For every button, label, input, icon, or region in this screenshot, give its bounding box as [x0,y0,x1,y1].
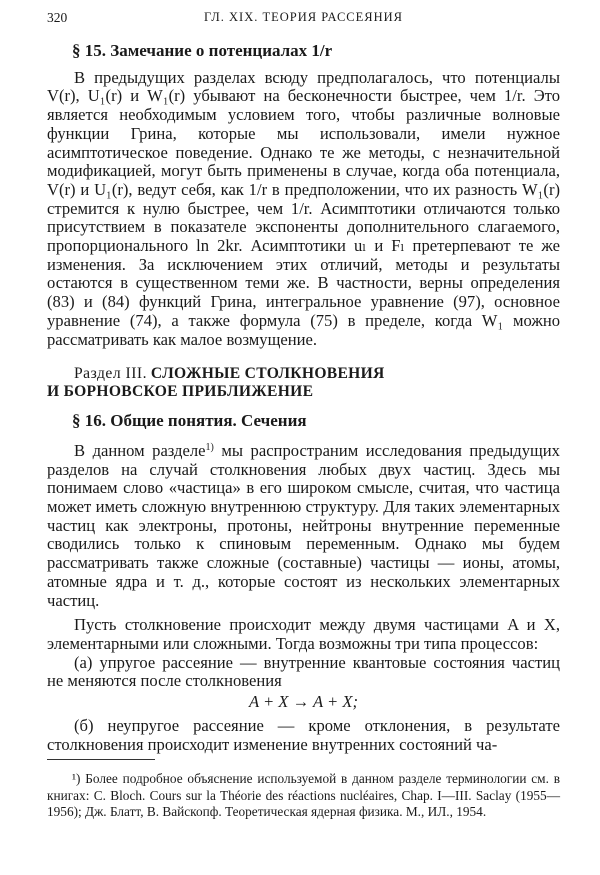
item-inelastic-scattering: (б) неупругое рассеяние — кроме отклонения, в результате столкновения происходит изменение внутренних состояний ча- [47,715,560,754]
footnote-divider [47,759,155,760]
main-text [47,42,560,754]
section-16-title: § 16. Общие понятия. Сечения [72,411,307,431]
footnote-mark: 1) [205,441,214,453]
section-16-paragraph-1 [47,439,560,610]
paragraph-1-start: В данном разделе [74,440,206,460]
paragraph-1-rest: мы распространим исследования предыдущих разделов на случай столкновения любых двух частиц. Здесь мы понимаем слово «частица» в его широком смысле, считая, что частица может иметь сложную внутреннюю структуру. Для таких элементарных частиц как электроны, протоны, нейтроны внутренние переменные сводились только к спиновым переменным. Однако мы будем рассматривать также сложные (составные) частицы — ионы, атомы, атомные ядра и т. д., которые состоят из нескольких элементарных частиц. [47,440,560,610]
part-3-title-line2: И БОРНОВСКОЕ ПРИБЛИЖЕНИЕ [47,382,314,400]
item-elastic-scattering: (а) упругое рассеяние — внутренние квантовые состояния частиц не меняются после столкновения [47,652,560,691]
footnote: ¹) Более подробное объяснение используемой в данном разделе терминологии см. в книгах: C. Bloch. Cours sur la Théorie des réactions nucléaires, Chap. I—III. Saclay (1955—1956); Дж. Блатт, В. Вайскопф. Теоретическая ядерная физика. М., ИЛ., 1954. [47,771,560,819]
section-15-title: § 15. Замечание о потенциалах 1/r [72,41,333,60]
section-15-paragraph: В предыдущих разделах всюду предполагалось, что потенциалы V(r), U₁(r) и W₁(r) убывают на бесконечности быстрее, чем 1/r. Это является необходимым условием того, чтобы различные волновые функции Грина, которые мы использовали, имели нужное асимптотическое поведение. Однако те же методы, с незначительной модификацией, могут быть применены в случае, когда оба потенциала, V(r) и U₁(r), ведут себя, как 1/r в предположении, что их разность W₁(r) стремится к нулю быстрее, чем 1/r. Асимптотики отличаются только присутствием в показателе экспоненты дополнительного слагаемого, пропорционального ln 2kr. Асимптотики uₗ и Fₗ претерпевают те же изменения. За исключением этих отличий, методы и результаты остаются в существенном теми же. В частности, верны определения (83) и (84) функций Грина, интегральное уравнение (97), основное уравнение (74), а также формула (75) в пределе, когда W₁ можно рассматривать как малое возмущение. [47,67,560,349]
section-16-paragraph-2: Пусть столкновение происходит между двумя частицами A и X, элементарными или сложными. Тогда возможны три типа процессов: [47,615,560,653]
part-3-heading [47,365,560,400]
part-3-label: Раздел III. [74,365,147,383]
running-head: ГЛ. XIX. ТЕОРИЯ РАССЕЯНИЯ [203,10,404,24]
page-number: 320 [47,10,68,25]
formula-elastic: A + X → A + X; [248,692,359,712]
page-header [47,10,560,30]
part-3-title-line1: СЛОЖНЫЕ СТОЛКНОВЕНИЯ [150,365,385,383]
